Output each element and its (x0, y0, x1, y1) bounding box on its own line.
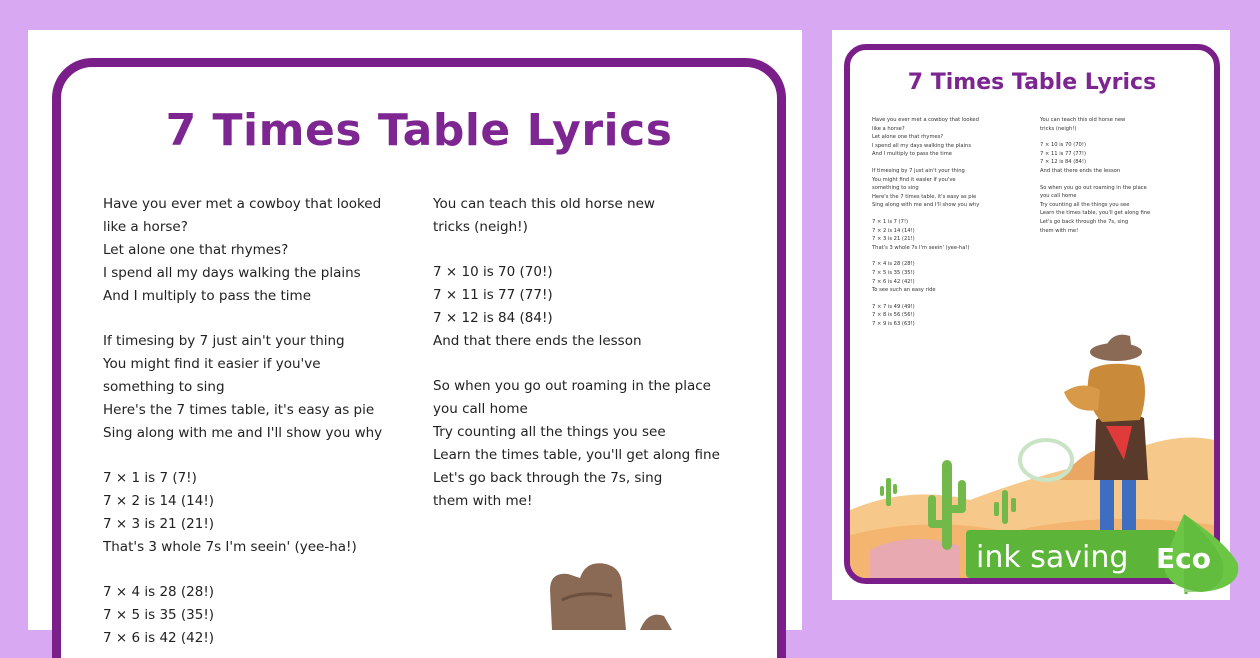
thumbnail-lyric-line: 7 × 9 is 63 (63!) (872, 320, 915, 327)
thumbnail-lyric-line: Let's go back through the 7s, sing (1040, 218, 1129, 225)
lyrics-left-column (103, 193, 403, 650)
thumbnail-lyric-gap (872, 210, 1042, 218)
thumbnail-lyric-line: Here's the 7 times table, it's easy as pie (872, 193, 977, 200)
lyric-line: 7 × 6 is 42 (42!) (103, 630, 215, 646)
thumbnail-lyric-line: 7 × 7 is 49 (49!) (872, 303, 915, 310)
thumbnail-lyric-line: them with me! (1040, 227, 1079, 234)
thumbnail-lyric-line: something to sing (872, 185, 919, 192)
lyric-line: 7 × 4 is 28 (28!) (103, 584, 215, 600)
lyric-gap (433, 239, 743, 261)
thumbnail-left-column (872, 116, 1042, 328)
lyric-line: So when you go out roaming in the place (433, 378, 711, 394)
lyric-line: Sing along with me and I'll show you why (103, 425, 383, 441)
lyric-line: Learn the times table, you'll get along fine (433, 447, 720, 463)
lyric-line: Try counting all the things you see (433, 424, 666, 440)
thumbnail-lyric-line: I spend all my days walking the plains (872, 142, 972, 149)
thumbnail-lyric-line: Have you ever met a cowboy that looked (872, 117, 979, 123)
thumbnail-lyric-line: And that there ends the lesson (1040, 167, 1121, 174)
lasso-icon (1020, 440, 1072, 480)
lyric-line: You might find it easier if you've (103, 356, 321, 372)
lyric-line: you call home (433, 401, 528, 417)
thumbnail-lyric-line: 7 × 2 is 14 (14!) (872, 227, 915, 234)
thumbnail-lyric-line: Try counting all the things you see (1040, 201, 1130, 208)
thumbnail-lyric-line: you call home (1040, 193, 1077, 200)
thumbnail-frame (844, 44, 1220, 584)
lyric-line: 7 × 2 is 14 (14!) (103, 493, 215, 509)
thumbnail-title: 7 Times Table Lyrics (907, 70, 1157, 95)
lyric-gap (103, 559, 403, 581)
cowboy-horse-illustration (522, 550, 682, 630)
thumbnail-lyric-line: And I multiply to pass the time (872, 151, 952, 158)
thumbnail-lyric-gap (872, 159, 1042, 167)
lyric-line: like a horse? (103, 219, 188, 235)
lyric-line: Let's go back through the 7s, sing (433, 470, 663, 486)
thumbnail-lyric-line: So when you go out roaming in the place (1040, 184, 1147, 191)
thumbnail-lyric-line: If timesing by 7 just ain't your thing (872, 167, 965, 174)
thumbnail-lyric-line: 7 × 4 is 28 (28!) (872, 261, 915, 268)
lyric-line: Here's the 7 times table, it's easy as pie (103, 402, 375, 418)
thumbnail-lyric-line: tricks (neigh!) (1040, 125, 1077, 132)
lyric-line: them with me! (433, 493, 533, 509)
page-title: 7 Times Table Lyrics (165, 105, 673, 156)
lyric-line: Have you ever met a cowboy that looked (103, 196, 382, 212)
thumbnail-lyric-line: Sing along with me and I'll show you why (872, 202, 980, 209)
lyric-gap (433, 353, 743, 375)
lyric-line: And that there ends the lesson (433, 333, 642, 349)
thumbnail-lyric-line: 7 × 10 is 70 (70!) (1040, 142, 1086, 149)
thumbnail-lyric-line: 7 × 8 is 56 (56!) (872, 312, 915, 319)
lyric-line: I spend all my days walking the plains (103, 265, 361, 281)
thumbnail-lyric-line: 7 × 11 is 77 (77!) (1040, 150, 1086, 157)
lyric-line: 7 × 10 is 70 (70!) (433, 264, 553, 280)
lyric-line: 7 × 1 is 7 (7!) (103, 470, 197, 486)
thumbnail-lyric-gap (872, 295, 1042, 303)
lyric-line: And I multiply to pass the time (103, 288, 312, 304)
lyric-line: something to sing (103, 379, 225, 395)
thumbnail-lyric-gap (872, 252, 1042, 260)
lyric-gap (103, 308, 403, 330)
thumbnail-lyric-line: Learn the times table, you'll get along fine (1040, 210, 1151, 217)
lyric-gap (103, 445, 403, 467)
thumbnail-lyric-line: 7 × 5 is 35 (35!) (872, 269, 915, 276)
thumbnail-lyric-gap (1040, 176, 1205, 184)
lyric-line: Let alone one that rhymes? (103, 242, 289, 258)
thumbnail-lyric-line: 7 × 3 is 21 (21!) (872, 236, 915, 243)
thumbnail-lyric-line: You might find it easier if you've (872, 176, 956, 183)
thumbnail-lyric-line: You can teach this old horse new (1040, 117, 1126, 123)
zoomed-page (28, 30, 802, 646)
thumbnail-lyric-line: Let alone one that rhymes? (872, 134, 944, 141)
lyric-line: 7 × 12 is 84 (84!) (433, 310, 553, 326)
ink-saving-label: ink saving (976, 540, 1129, 575)
lyric-line: 7 × 5 is 35 (35!) (103, 607, 215, 623)
lyric-line: You can teach this old horse new (433, 196, 655, 212)
thumbnail-lyric-line: like a horse? (872, 125, 905, 132)
lyrics-right-column (433, 193, 743, 513)
lyric-line: tricks (neigh!) (433, 219, 528, 235)
ink-saving-eco-badge (966, 530, 1248, 594)
lyric-line: That's 3 whole 7s I'm seein' (yee-ha!) (103, 539, 357, 555)
lyric-line: 7 × 3 is 21 (21!) (103, 516, 215, 532)
thumbnail-lyric-line: To see such an easy ride (872, 287, 936, 294)
thumbnail-lyric-line: 7 × 1 is 7 (7!) (872, 218, 909, 225)
lyric-line: If timesing by 7 just ain't your thing (103, 333, 345, 349)
lyric-line: 7 × 11 is 77 (77!) (433, 287, 553, 303)
thumbnail-lyric-gap (1040, 133, 1205, 141)
thumbnail-lyric-line: 7 × 12 is 84 (84!) (1040, 159, 1086, 166)
thumbnail-lyric-line: 7 × 6 is 42 (42!) (872, 278, 915, 285)
eco-label: Eco (1156, 542, 1211, 575)
thumbnail-lyric-line: That's 3 whole 7s I'm seein' (yee-ha!) (872, 244, 970, 251)
thumbnail-right-column (1040, 116, 1205, 235)
